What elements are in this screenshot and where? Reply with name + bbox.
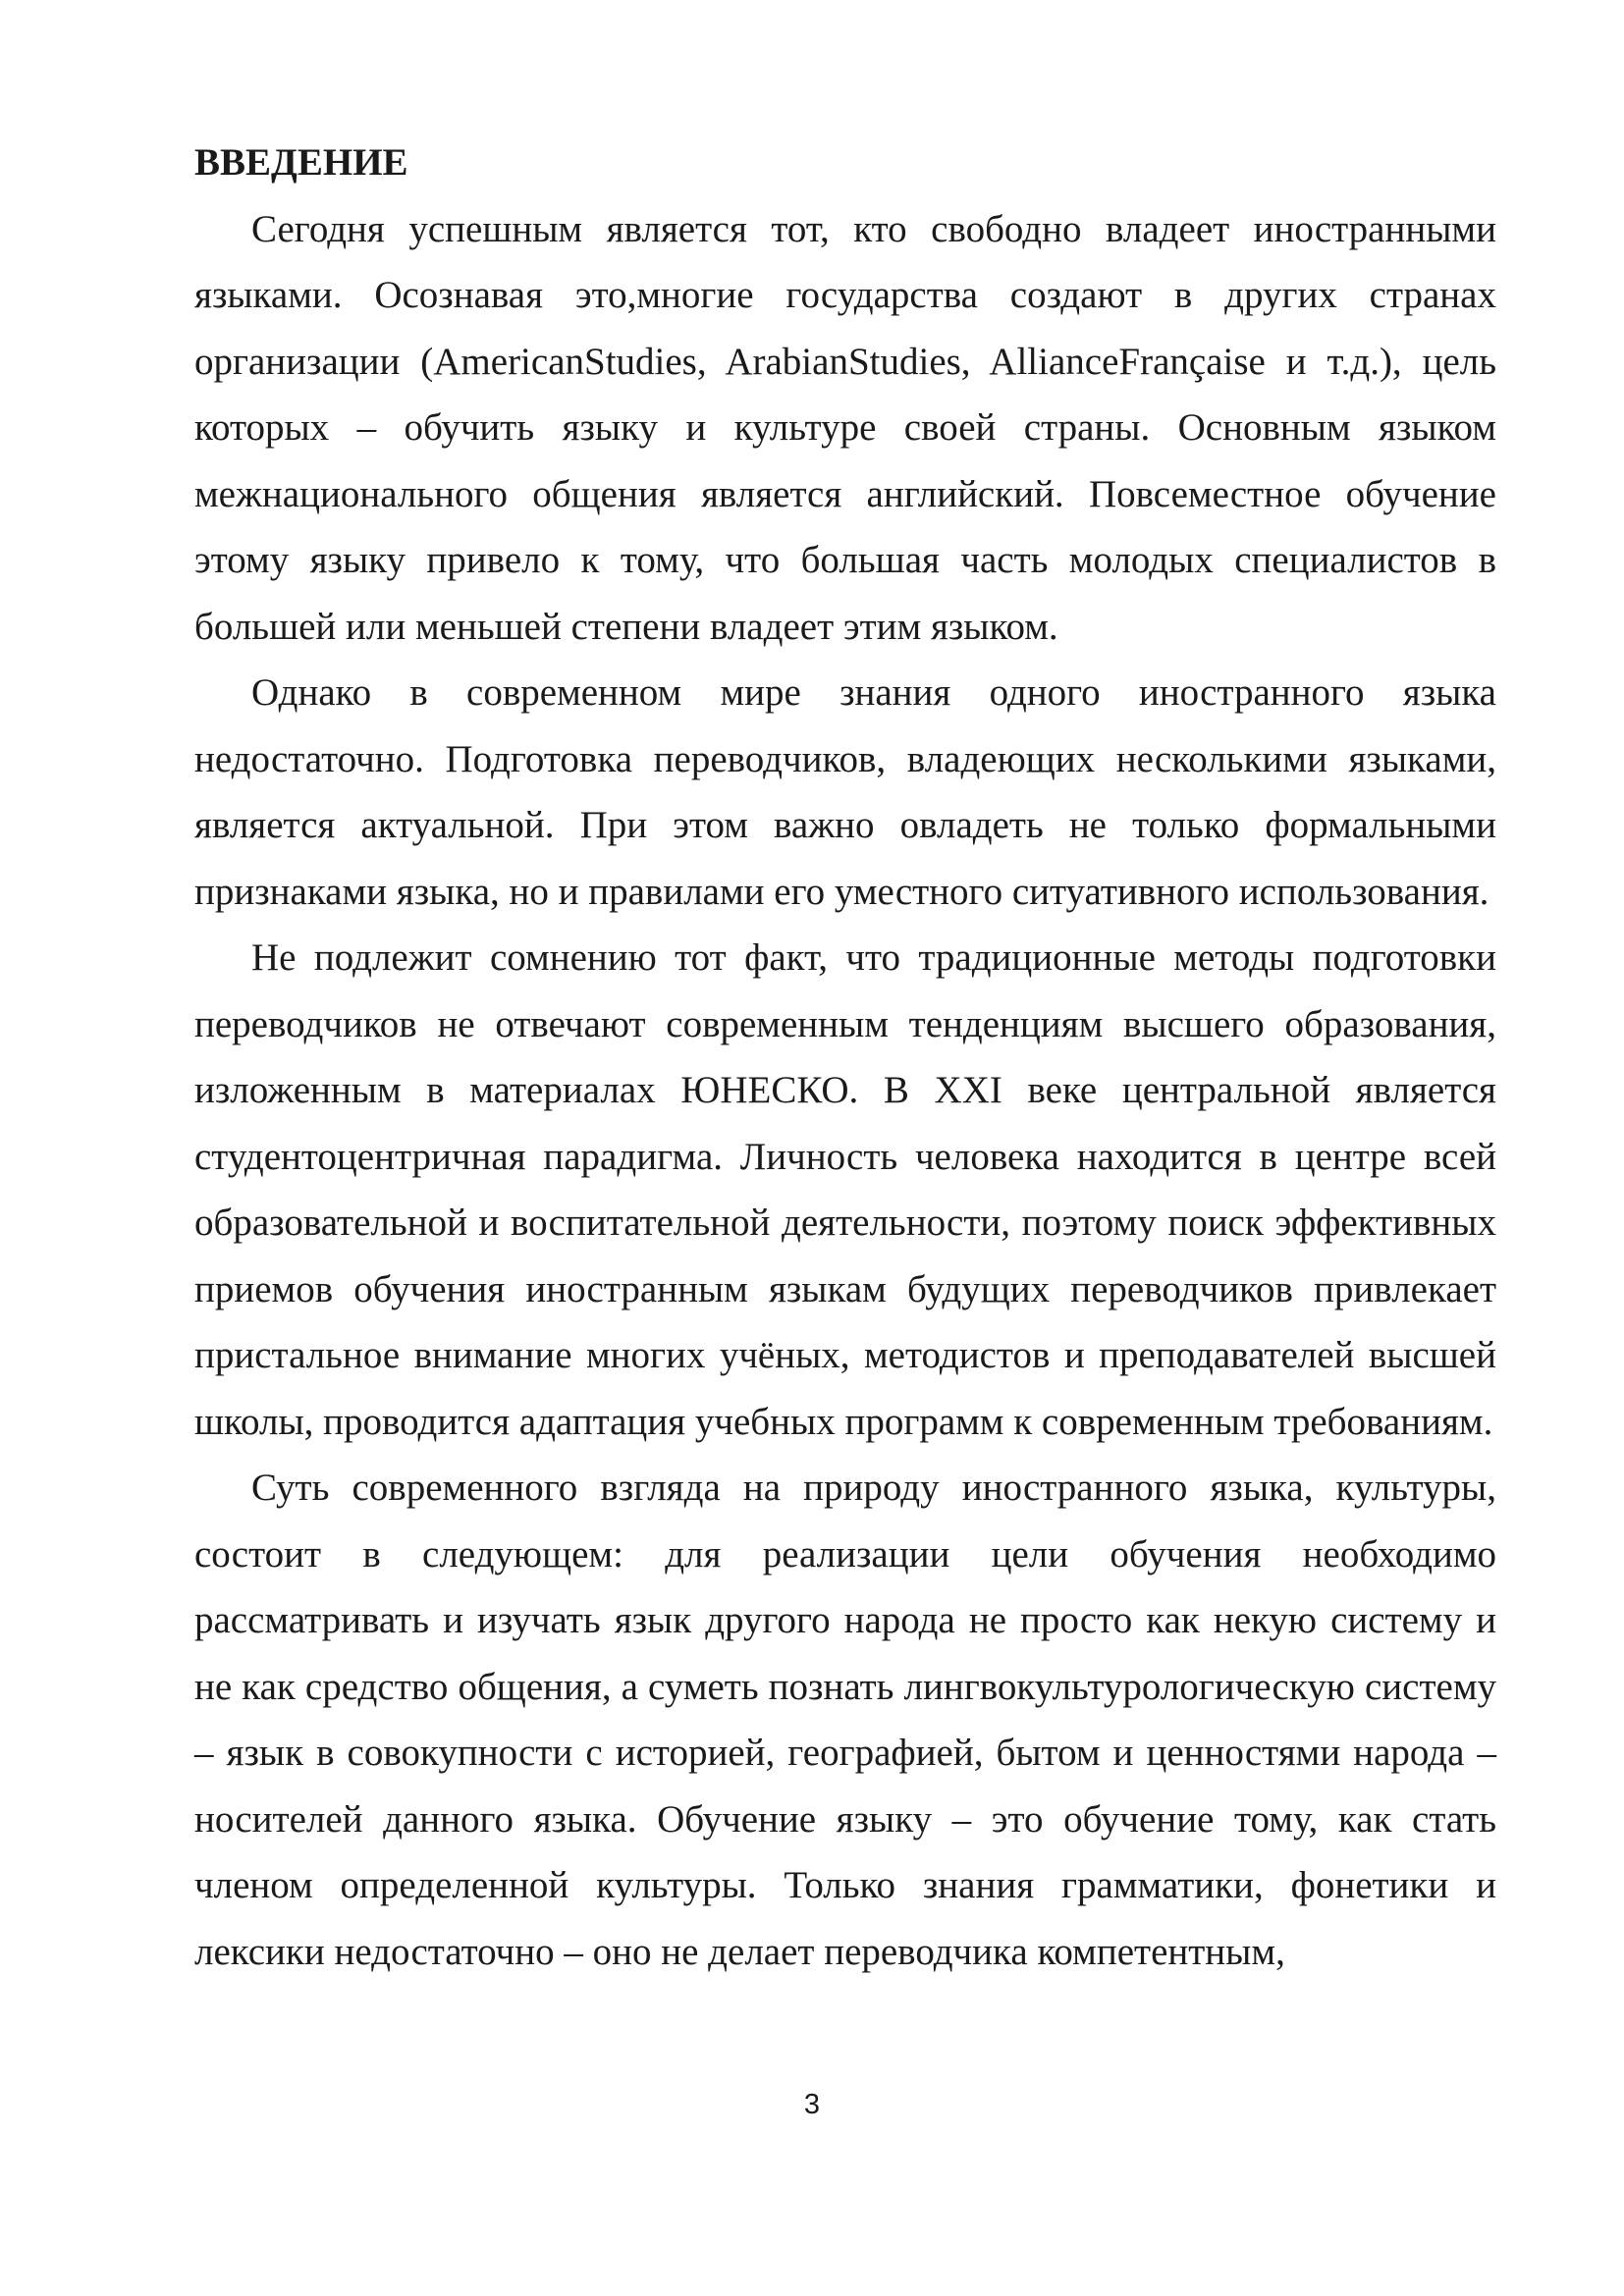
- page-body: [194, 130, 1496, 1985]
- page-number: 3: [803, 2089, 821, 2120]
- paragraph-1: Сегодня успешным является тот, кто свободно владеет иностранными языками. Осознавая это,многие государства создают в других странах организации (AmericanStudies, ArabianStudies, AllianceFrançaise и т.д.), цель которых – обучить языку и культуре своей страны. Основным языком межнационального общения является английский. Повсеместное обучение этому языку привело к тому, что большая часть молодых специалистов в большей или меньшей степени владеет этим языком.: [194, 207, 1496, 648]
- paragraph-3: Не подлежит сомнению тот факт, что традиционные методы подготовки переводчиков не отвечают современным тенденциям высшего образования, изложенным в материалах ЮНЕСКО. В XXI веке центральной является студентоцентричная парадигма. Личность человека находится в центре всей образовательной и воспитательной деятельности, поэтому поиск эффективных приемов обучения иностранным языкам будущих переводчиков привлекает пристальное внимание многих учёных, методистов и преподавателей высшей школы, проводится адаптация учебных программ к современным требованиям.: [194, 936, 1496, 1443]
- section-heading: ВВЕДЕНИЕ: [194, 141, 408, 184]
- paragraph-4: Суть современного взгляда на природу иностранного языка, культуры, состоит в следующем: для реализации цели обучения необходимо рассматривать и изучать язык другого народа не просто как некую систему и не как средство общения, а суметь познать лингвокультурологическую систему – язык в совокупности с историей, географией, бытом и ценностями народа – носителей данного языка. Обучение языку – это обучение тому, как стать членом определенной культуры. Только знания грамматики, фонетики и лексики недостаточно – оно не делает переводчика компетентным,: [194, 1467, 1496, 1973]
- paragraph-2: Однако в современном мире знания одного иностранного языка недостаточно. Подготовка переводчиков, владеющих несколькими языками, является актуальной. При этом важно овладеть не только формальными признаками языка, но и правилами его уместного ситуативного использования.: [194, 671, 1496, 913]
